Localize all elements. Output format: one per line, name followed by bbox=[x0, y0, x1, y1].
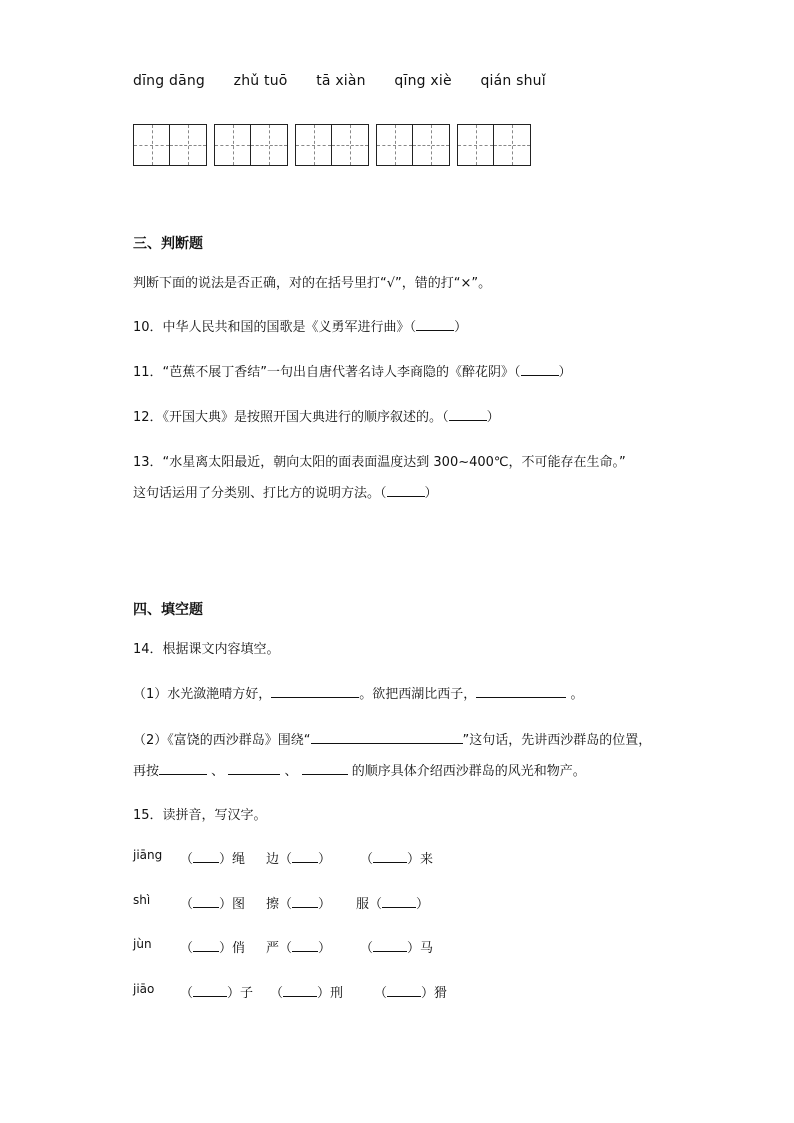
fill-text: 。欲把西湖比西子， bbox=[359, 687, 477, 702]
grid-cell[interactable] bbox=[458, 125, 494, 165]
question-text: 中华人民共和国的国歌是《义勇军进行曲》 bbox=[162, 320, 410, 335]
fill-text: 再按 bbox=[133, 764, 160, 779]
question-14-item-2-line2 bbox=[133, 760, 586, 779]
fill-text: （1）水光潋滟晴方好， bbox=[133, 687, 272, 702]
grid-cell[interactable] bbox=[413, 125, 449, 165]
question-14-item-2 bbox=[133, 729, 651, 748]
question-11 bbox=[133, 361, 572, 380]
question-13-line2 bbox=[133, 482, 438, 501]
fill-text: 。 bbox=[570, 687, 584, 702]
hanzi-char: 绳 bbox=[232, 852, 246, 867]
fill-blank[interactable] bbox=[302, 762, 348, 775]
question-text: 读拼音，写汉字。 bbox=[162, 808, 267, 823]
hanzi-char: 图 bbox=[232, 897, 246, 912]
answer-paren[interactable]: （ ） bbox=[409, 320, 468, 335]
grid-cell[interactable] bbox=[134, 125, 170, 165]
question-number: 15． bbox=[133, 808, 163, 823]
writing-grid[interactable] bbox=[457, 124, 531, 166]
hanzi-item: （ ）子 bbox=[180, 986, 254, 1001]
grid-cell[interactable] bbox=[494, 125, 530, 165]
section-title: 四、填空题 bbox=[133, 602, 203, 618]
question-number: 10． bbox=[133, 320, 163, 335]
hanzi-char: 擦 bbox=[266, 897, 280, 912]
fill-text: ”这句话，先讲西沙群岛的位置， bbox=[462, 733, 652, 748]
hanzi-item: （ ）刑 bbox=[270, 986, 344, 1001]
hanzi-char: 猾 bbox=[434, 986, 448, 1001]
pinyin-word: tā xiàn bbox=[316, 73, 366, 89]
pinyin-row bbox=[133, 73, 570, 89]
fill-blank[interactable] bbox=[228, 762, 280, 775]
question-14 bbox=[133, 638, 280, 657]
hanzi-char: 子 bbox=[240, 986, 254, 1001]
hanzi-char: 服 bbox=[356, 897, 370, 912]
answer-paren[interactable]: （ ） bbox=[514, 365, 572, 380]
fill-blank[interactable] bbox=[271, 685, 359, 698]
question-12 bbox=[133, 406, 500, 425]
question-text: “芭蕉不展丁香结”一句出自唐代著名诗人李商隐的《醉花阴》 bbox=[162, 365, 515, 380]
grid-cell[interactable] bbox=[332, 125, 368, 165]
question-number: 13． bbox=[133, 455, 163, 470]
grid-cell[interactable] bbox=[296, 125, 332, 165]
question-number: 11． bbox=[133, 365, 163, 380]
pinyin-word: dīng dāng bbox=[133, 73, 206, 89]
grid-cell[interactable] bbox=[170, 125, 206, 165]
fill-blank[interactable] bbox=[382, 896, 416, 908]
fill-blank[interactable] bbox=[159, 762, 207, 775]
hanzi-item: 边（ ） bbox=[266, 852, 332, 867]
fill-blank[interactable] bbox=[387, 985, 421, 997]
hanzi-item: （ ）来 bbox=[360, 852, 434, 867]
question-text: 这句话运用了分类别、打比方的说明方法。 bbox=[133, 486, 381, 501]
writing-grid[interactable] bbox=[376, 124, 450, 166]
fill-blank[interactable] bbox=[193, 940, 219, 952]
question-13 bbox=[133, 451, 626, 470]
hanzi-item: （ ）马 bbox=[360, 941, 434, 956]
fill-blank[interactable] bbox=[373, 851, 407, 863]
pinyin-word: qián shuǐ bbox=[480, 73, 546, 89]
writing-grid[interactable] bbox=[133, 124, 207, 166]
hanzi-char: 来 bbox=[420, 852, 434, 867]
grid-cell[interactable] bbox=[251, 125, 287, 165]
hanzi-char: 边 bbox=[266, 852, 280, 867]
pinyin-label: jiāng bbox=[133, 848, 163, 862]
question-text: “水星离太阳最近，朝向太阳的面表面温度达到 300~400℃，不可能存在生命。” bbox=[162, 455, 626, 470]
hanzi-char: 严 bbox=[266, 941, 280, 956]
question-14-item-1 bbox=[133, 683, 583, 702]
fill-text: （2）《富饶的西沙群岛》围绕“ bbox=[133, 733, 311, 748]
instruction: 判断下面的说法是否正确，对的在括号里打“√”，错的打“×”。 bbox=[133, 276, 492, 291]
hanzi-item: （ ）俏 bbox=[180, 941, 246, 956]
fill-blank[interactable] bbox=[292, 940, 318, 952]
fill-blank[interactable] bbox=[373, 940, 407, 952]
pinyin-label: shì bbox=[133, 893, 151, 907]
fill-blank[interactable] bbox=[193, 896, 219, 908]
writing-grid[interactable] bbox=[295, 124, 369, 166]
pinyin-label: jùn bbox=[133, 937, 152, 951]
fill-blank[interactable] bbox=[292, 851, 318, 863]
answer-paren[interactable]: （ ） bbox=[380, 486, 438, 501]
grid-cell[interactable] bbox=[377, 125, 413, 165]
answer-paren[interactable]: （ ） bbox=[442, 410, 500, 425]
fill-text: 的顺序具体介绍西沙群岛的风光和物产。 bbox=[351, 764, 586, 779]
hanzi-item: （ ）图 bbox=[180, 897, 246, 912]
separator: 、 bbox=[284, 764, 298, 779]
hanzi-item: 擦（ ） bbox=[266, 897, 332, 912]
question-text: 《开国大典》是按照开国大典进行的顺序叙述的。 bbox=[162, 410, 443, 425]
fill-blank[interactable] bbox=[476, 685, 566, 698]
question-number: 12． bbox=[133, 410, 163, 425]
hanzi-char: 刑 bbox=[330, 986, 344, 1001]
fill-blank[interactable] bbox=[292, 896, 318, 908]
hanzi-char: 马 bbox=[420, 941, 434, 956]
pinyin-word: qīng xiè bbox=[394, 73, 452, 89]
question-text: 根据课文内容填空。 bbox=[162, 642, 280, 657]
question-number: 14． bbox=[133, 642, 163, 657]
hanzi-char: 俏 bbox=[232, 941, 246, 956]
hanzi-item: 严（ ） bbox=[266, 941, 332, 956]
fill-blank[interactable] bbox=[193, 851, 219, 863]
pinyin-label: jiāo bbox=[133, 982, 155, 996]
section-title: 三、判断题 bbox=[133, 236, 203, 252]
fill-blank[interactable] bbox=[193, 985, 227, 997]
fill-blank[interactable] bbox=[283, 985, 317, 997]
question-10 bbox=[133, 316, 467, 335]
pinyin-word: zhǔ tuō bbox=[233, 73, 288, 89]
hanzi-item: 服（ ） bbox=[356, 897, 430, 912]
hanzi-item: （ ）猾 bbox=[374, 986, 448, 1001]
fill-blank[interactable] bbox=[311, 731, 463, 744]
grid-cell[interactable] bbox=[215, 125, 251, 165]
hanzi-item: （ ）绳 bbox=[180, 852, 246, 867]
question-15 bbox=[133, 804, 267, 823]
writing-grid[interactable] bbox=[214, 124, 288, 166]
separator: 、 bbox=[211, 764, 225, 779]
